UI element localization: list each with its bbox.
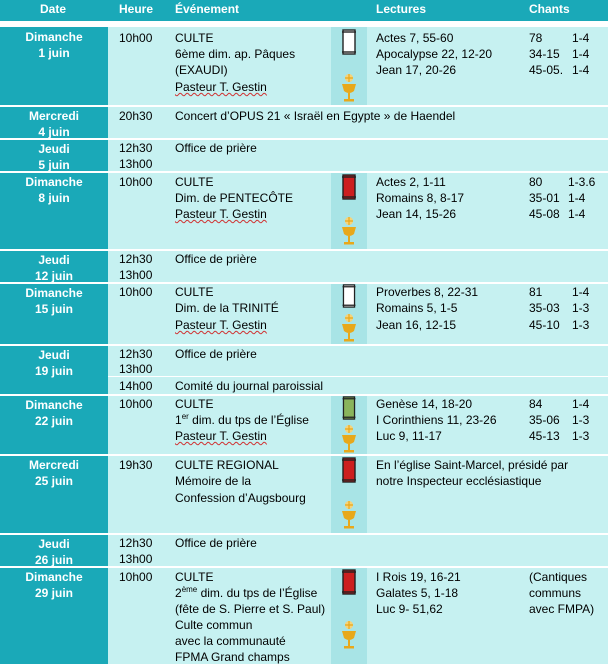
event-line: Office de prière	[175, 141, 257, 155]
time: 12h30	[119, 347, 153, 361]
event-line: Dim. de la TRINITÉ	[175, 301, 279, 315]
header-heure: Heure	[119, 2, 154, 16]
reading: I Rois 19, 16-21	[376, 570, 461, 584]
event-line: CULTE	[175, 175, 214, 189]
chant-number: 35-03	[529, 301, 560, 315]
time: 14h00	[119, 379, 153, 393]
day-date: 1 juin	[38, 46, 70, 60]
reading: Actes 2, 1-11	[376, 175, 446, 189]
day-date: 12 juin	[34, 269, 73, 283]
event-line: Pasteur T. Gestin	[175, 207, 267, 221]
reading: notre Inspecteur ecclésiastique	[376, 474, 542, 488]
time: 13h00	[119, 157, 153, 171]
chant-verses: 1-3	[572, 301, 590, 315]
day-date: 29 juin	[34, 586, 73, 600]
event-line: Pasteur T. Gestin	[175, 318, 267, 332]
reading: Jean 17, 20-26	[376, 63, 457, 77]
reading: I Corinthiens 11, 23-26	[376, 413, 497, 427]
chalice-icon	[340, 498, 358, 530]
day-date: 26 juin	[34, 553, 73, 567]
reading: Genèse 14, 18-20	[376, 397, 473, 411]
reading: Proverbes 8, 22-31	[376, 285, 479, 299]
chant-number: 78	[529, 31, 543, 45]
date-cell	[0, 535, 108, 566]
table-row	[0, 346, 608, 394]
chant-verses: 1-3.6	[568, 175, 596, 189]
reading: En l’église Saint-Marcel, présidé par	[376, 458, 569, 472]
table-row	[0, 251, 608, 282]
chants-note: (Cantiques	[529, 570, 588, 584]
time: 10h00	[119, 397, 153, 411]
chalice-icon	[340, 214, 358, 246]
reading: Romains 5, 1-5	[376, 301, 458, 315]
time: 10h00	[119, 285, 153, 299]
time: 12h30	[119, 252, 153, 266]
event-line: CULTE	[175, 397, 214, 411]
date-cell	[0, 284, 108, 344]
day-date: 4 juin	[38, 125, 70, 139]
reading: Jean 16, 12-15	[376, 318, 457, 332]
chants-note: avec FMPA)	[529, 602, 595, 616]
event-line: Pasteur T. Gestin	[175, 80, 267, 94]
event-line: Pasteur T. Gestin	[175, 429, 267, 443]
reading: Luc 9, 11-17	[376, 429, 442, 443]
day-name: Jeudi	[38, 348, 70, 362]
white-scroll-icon	[341, 29, 357, 55]
table-row	[0, 140, 608, 171]
time: 20h30	[119, 109, 153, 123]
time: 13h00	[119, 268, 153, 282]
day-name: Mercredi	[28, 109, 80, 123]
red-scroll-icon	[341, 457, 357, 483]
event-line: Concert d’OPUS 21 « Israël en Egypte » de Haendel	[175, 109, 456, 123]
time: 10h00	[119, 570, 153, 584]
chant-verses: 1-3	[572, 413, 590, 427]
date-cell	[0, 456, 108, 533]
chant-verses: 1-4	[572, 47, 590, 61]
event-line: CULTE	[175, 285, 214, 299]
event-line: avec la communauté	[175, 634, 286, 648]
event-line: Office de prière	[175, 536, 257, 550]
table-row	[0, 107, 608, 138]
chant-number: 81	[529, 285, 543, 299]
reading: Luc 9- 51,62	[376, 602, 443, 616]
date-cell	[0, 251, 108, 282]
event-line: CULTE	[175, 570, 214, 584]
chant-verses: 1-4	[572, 31, 590, 45]
event-line: Office de prière	[175, 347, 257, 361]
day-date: 22 juin	[34, 414, 73, 428]
day-name: Jeudi	[38, 253, 70, 267]
event-line: CULTE REGIONAL	[175, 458, 279, 472]
day-name: Dimanche	[25, 30, 83, 44]
chant-number: 45-05.	[529, 63, 564, 77]
chant-number: 80	[529, 175, 543, 189]
time: 13h00	[119, 362, 153, 376]
red-scroll-icon	[341, 174, 357, 200]
table-header	[0, 0, 608, 21]
white-scroll-icon	[341, 284, 357, 308]
chant-verses: 1-3	[572, 318, 590, 332]
red-scroll-icon	[341, 569, 357, 595]
event-line: Dim. de PENTECÔTE	[175, 191, 294, 205]
event-line: 6ème dim. ap. Pâques	[175, 47, 296, 61]
event-line: Comité du journal paroissial	[175, 379, 324, 393]
day-date: 19 juin	[34, 364, 73, 378]
chant-number: 84	[529, 397, 543, 411]
chalice-icon	[340, 71, 358, 103]
reading: Galates 5, 1-18	[376, 586, 459, 600]
chants-note: communs	[529, 586, 582, 600]
chalice-icon	[340, 311, 358, 343]
chant-verses: 1-4	[568, 207, 586, 221]
event-line: 2ème dim. du tps de l’Église	[175, 585, 318, 600]
time: 13h00	[119, 552, 153, 566]
reading: Apocalypse 22, 12-20	[376, 47, 493, 61]
day-name: Dimanche	[25, 175, 83, 189]
chant-number: 45-08	[529, 207, 560, 221]
chant-verses: 1-3	[572, 429, 590, 443]
day-name: Mercredi	[28, 458, 80, 472]
chalice-icon	[340, 422, 358, 454]
chant-verses: 1-4	[572, 63, 590, 77]
table-row	[0, 456, 608, 533]
green-scroll-icon	[341, 396, 357, 420]
day-name: Jeudi	[38, 537, 70, 551]
time: 10h00	[119, 175, 153, 189]
table-row	[0, 568, 608, 664]
date-cell	[0, 27, 108, 105]
day-name: Dimanche	[25, 398, 83, 412]
event-line: (fête de S. Pierre et S. Paul)	[175, 602, 326, 616]
event-line: Office de prière	[175, 252, 257, 266]
chalice-icon	[340, 618, 358, 650]
table-row	[0, 284, 608, 344]
event-line: 1er dim. du tps de l’Église	[175, 412, 309, 427]
day-date: 5 juin	[38, 158, 70, 172]
time: 12h30	[119, 536, 153, 550]
header-lectures: Lectures	[376, 2, 427, 16]
chant-number: 35-06	[529, 413, 560, 427]
chant-verses: 1-4	[572, 397, 590, 411]
day-date: 8 juin	[38, 191, 70, 205]
day-name: Jeudi	[38, 142, 70, 156]
reading: Actes 7, 55-60	[376, 31, 454, 45]
day-name: Dimanche	[25, 570, 83, 584]
date-cell	[0, 140, 108, 171]
date-cell	[0, 173, 108, 249]
chant-verses: 1-4	[568, 191, 586, 205]
time: 19h30	[119, 458, 153, 472]
chant-number: 45-10	[529, 318, 560, 332]
table-row	[0, 535, 608, 566]
event-line: Culte commun	[175, 618, 253, 632]
chant-verses: 1-4	[572, 285, 590, 299]
event-line: CULTE	[175, 31, 214, 45]
time: 10h00	[119, 31, 153, 45]
reading: Jean 14, 15-26	[376, 207, 457, 221]
time: 12h30	[119, 141, 153, 155]
header-chants: Chants	[529, 2, 570, 16]
header-date: Date	[40, 2, 67, 16]
event-line: FPMA Grand champs	[175, 650, 290, 664]
chant-number: 34-15	[529, 47, 560, 61]
event-line: (EXAUDI)	[175, 63, 228, 77]
event-line: Mémoire de la	[175, 474, 252, 488]
chant-number: 45-13	[529, 429, 560, 443]
reading: Romains 8, 8-17	[376, 191, 465, 205]
header-evenement: Événement	[175, 2, 240, 16]
day-date: 15 juin	[34, 302, 73, 316]
date-cell	[0, 107, 108, 138]
date-cell	[0, 396, 108, 454]
chant-number: 35-01	[529, 191, 560, 205]
event-line: Confession d’Augsbourg	[175, 491, 306, 505]
date-cell	[0, 568, 108, 664]
table-row	[0, 173, 608, 249]
day-date: 25 juin	[34, 474, 73, 488]
table-row	[0, 27, 608, 105]
table-row	[0, 396, 608, 454]
date-cell	[0, 346, 108, 394]
day-name: Dimanche	[25, 286, 83, 300]
